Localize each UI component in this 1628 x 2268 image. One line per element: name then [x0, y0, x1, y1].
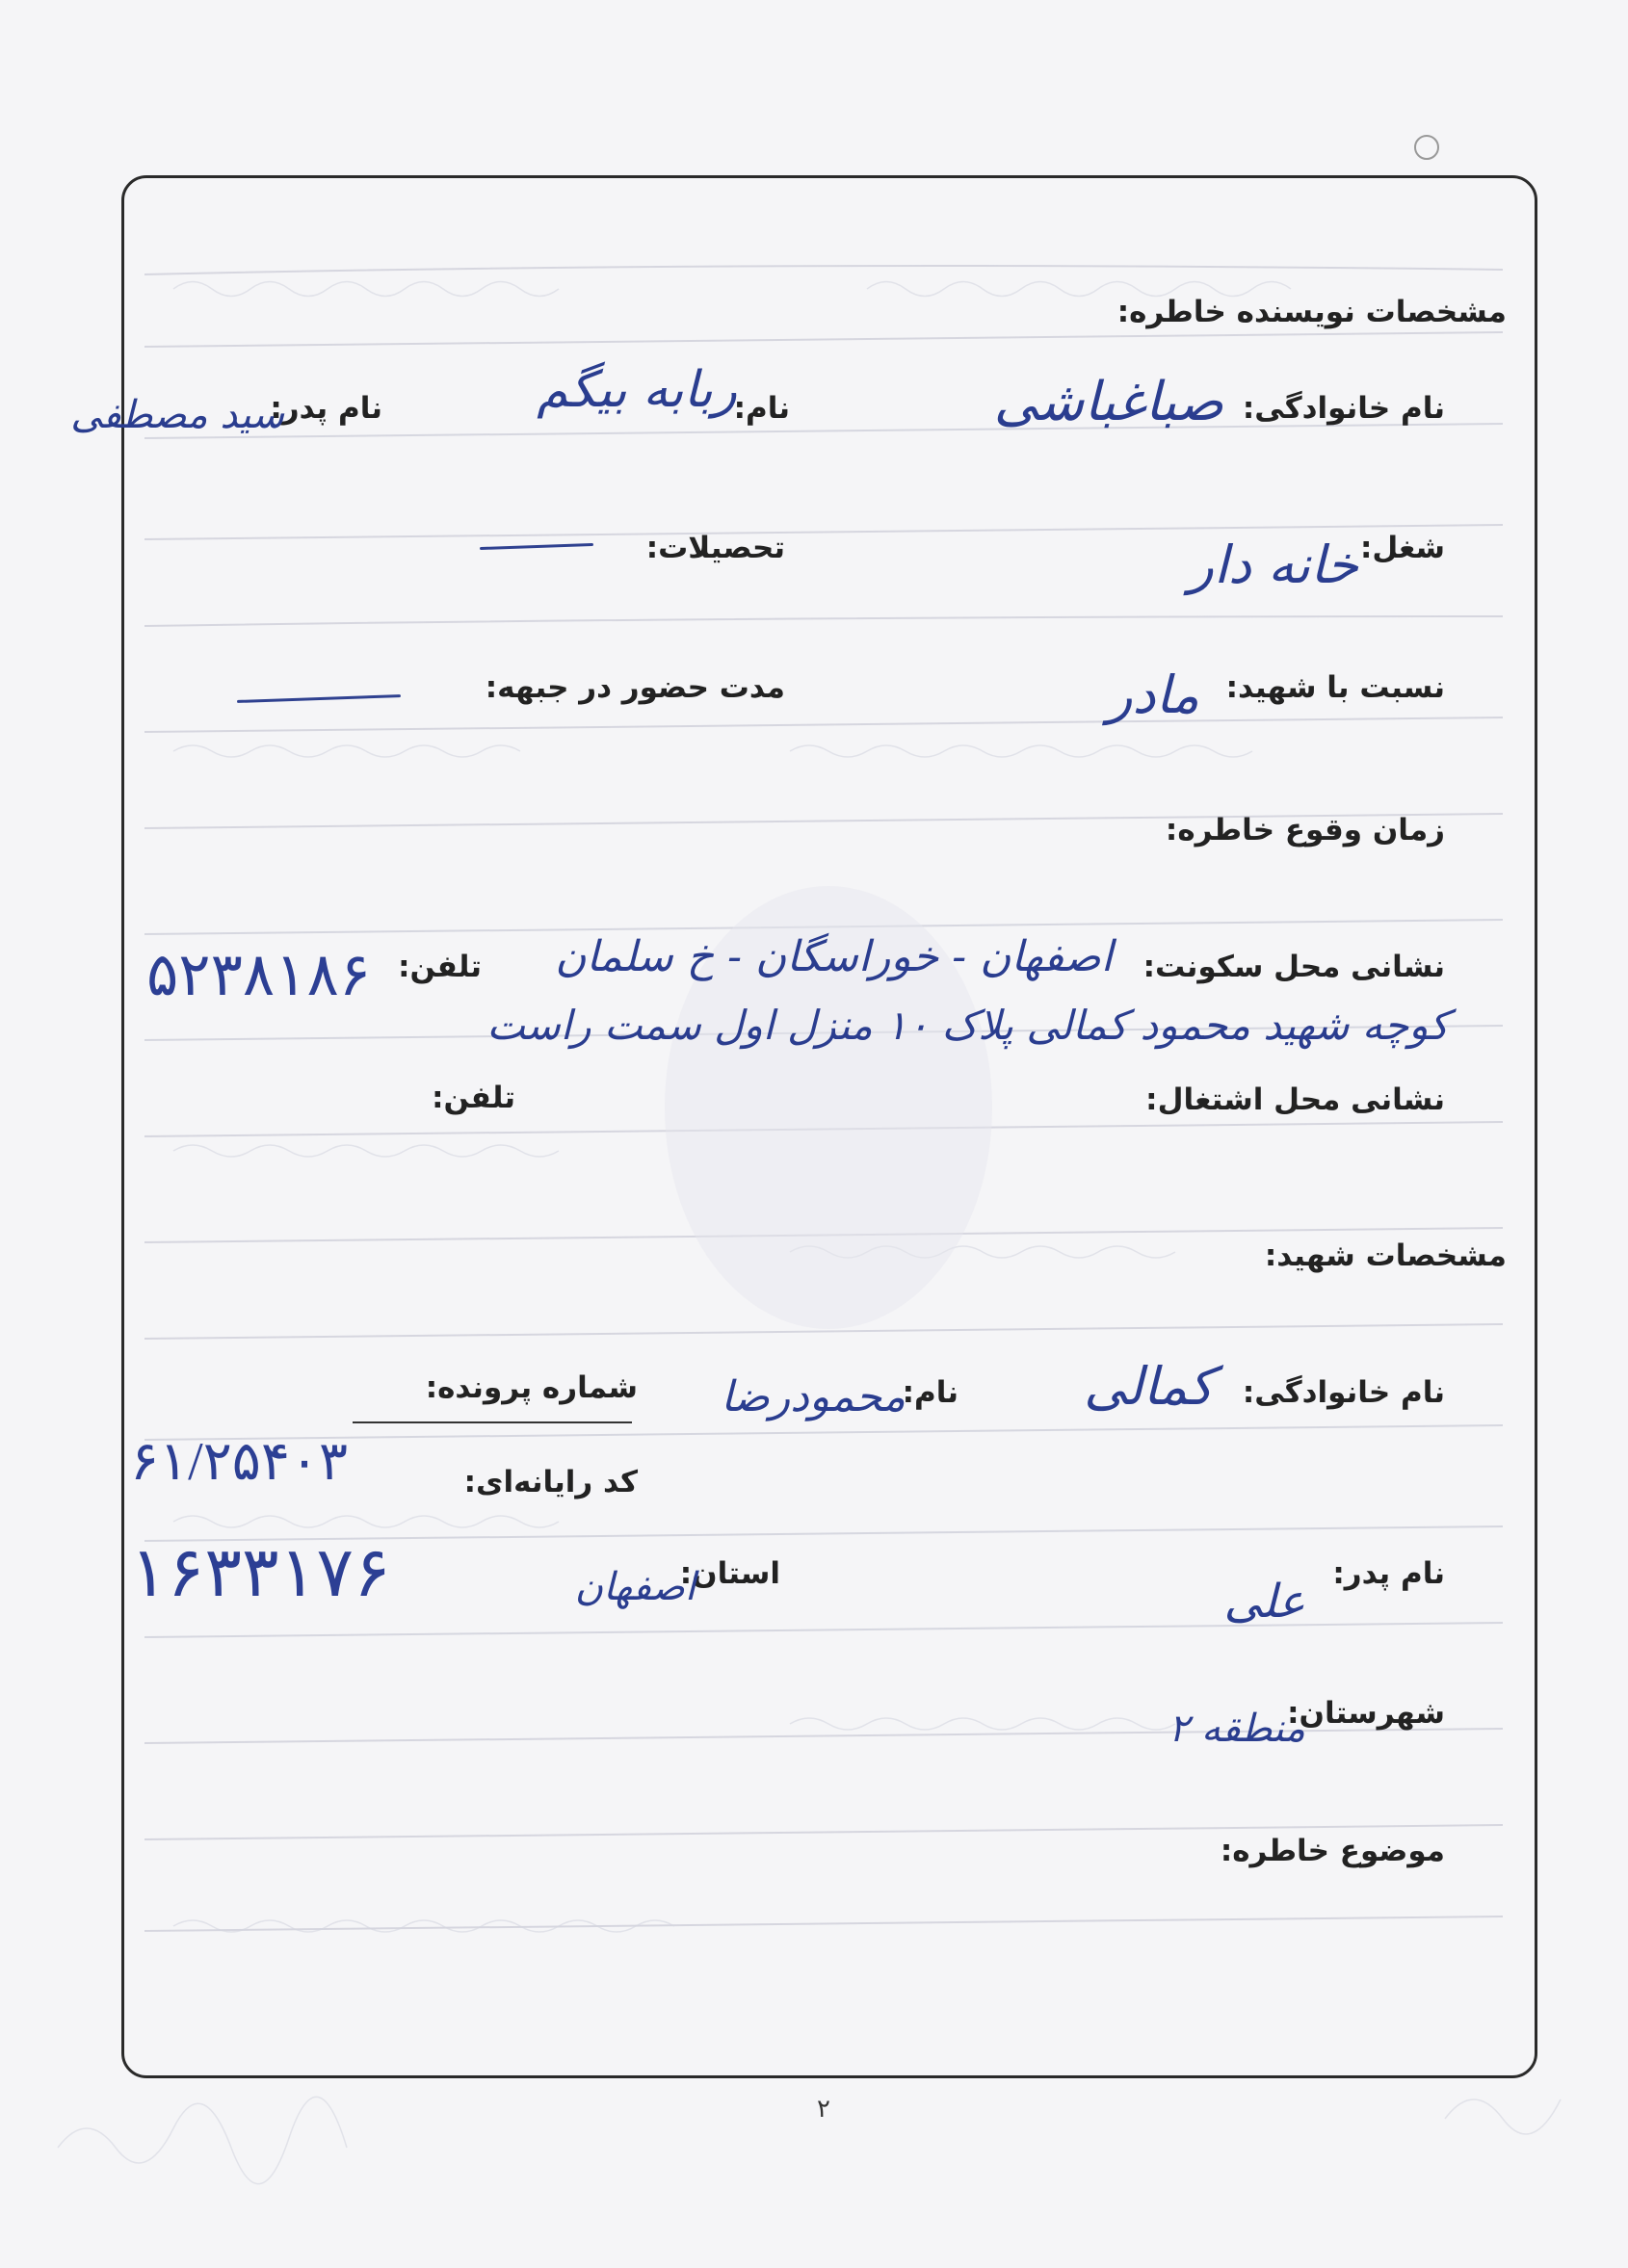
- relation-label: نسبت با شهید:: [1225, 670, 1445, 705]
- file-number-underline: [353, 1421, 632, 1423]
- residence-phone-value: ۵۲۳۸۱۸۶: [146, 943, 372, 1008]
- form-frame: [121, 175, 1537, 2078]
- martyr-family-name-value: کمالی: [1084, 1356, 1214, 1417]
- occupation-label: شغل:: [1359, 531, 1445, 565]
- province-value: اصفهان: [574, 1565, 696, 1609]
- residence-value-line2: کوچه شهید محمود کمالی پلاک ۱۰ منزل اول سمت راست: [486, 1002, 1449, 1049]
- writer-family-name-label: نام خانوادگی:: [1242, 391, 1445, 426]
- martyr-father-name-value: علی: [1223, 1575, 1305, 1629]
- computer-code-value: ۱۶۳۳۱۷۶: [130, 1534, 391, 1611]
- file-number-label: شماره پرونده:: [425, 1370, 638, 1405]
- martyr-first-name-value: محمودرضا: [721, 1372, 906, 1421]
- relation-value: مادر: [1107, 665, 1199, 725]
- residence-phone-label: تلفن:: [398, 950, 482, 984]
- work-phone-label: تلفن:: [432, 1081, 515, 1115]
- writer-father-name-label: نام پدر:: [270, 391, 382, 426]
- memory-subject-label: موضوع خاطره:: [1220, 1834, 1445, 1868]
- computer-code-label: کد رایانه‌ای:: [463, 1465, 638, 1499]
- residence-value-line1: اصفهان - خوراسگان - خ سلمان: [555, 932, 1113, 981]
- martyr-first-name-label: نام:: [902, 1375, 958, 1410]
- martyr-family-name-label: نام خانوادگی:: [1242, 1375, 1445, 1410]
- city-value: منطقه ۲: [1168, 1707, 1305, 1751]
- page-number: ۲: [817, 2095, 830, 2124]
- work-address-label: نشانی محل اشتغال:: [1145, 1082, 1445, 1117]
- punch-hole-mark: [1414, 135, 1439, 160]
- city-label: شهرستان:: [1287, 1696, 1445, 1731]
- memory-time-label: زمان وقوع خاطره:: [1165, 813, 1445, 847]
- education-label: تحصیلات:: [645, 531, 785, 565]
- province-label: استان:: [679, 1556, 780, 1591]
- martyr-section-heading: مشخصات شهید:: [1264, 1238, 1507, 1273]
- writer-family-name-value: صباغباشی: [993, 371, 1223, 433]
- file-number-value: ۶۱/۲۵۴۰۳: [130, 1432, 349, 1492]
- writer-father-name-value: سید مصطفی: [70, 393, 284, 437]
- writer-first-name-label: نام:: [733, 391, 790, 426]
- front-duration-label: مدت حضور در جبهه:: [485, 670, 785, 705]
- residence-label: نشانی محل سکونت:: [1142, 950, 1445, 984]
- writer-section-heading: مشخصات نویسنده خاطره:: [1116, 295, 1507, 329]
- writer-first-name-value: ربابه بیگم: [537, 361, 737, 419]
- occupation-value: خانه دار: [1188, 534, 1358, 595]
- martyr-father-name-label: نام پدر:: [1332, 1556, 1445, 1591]
